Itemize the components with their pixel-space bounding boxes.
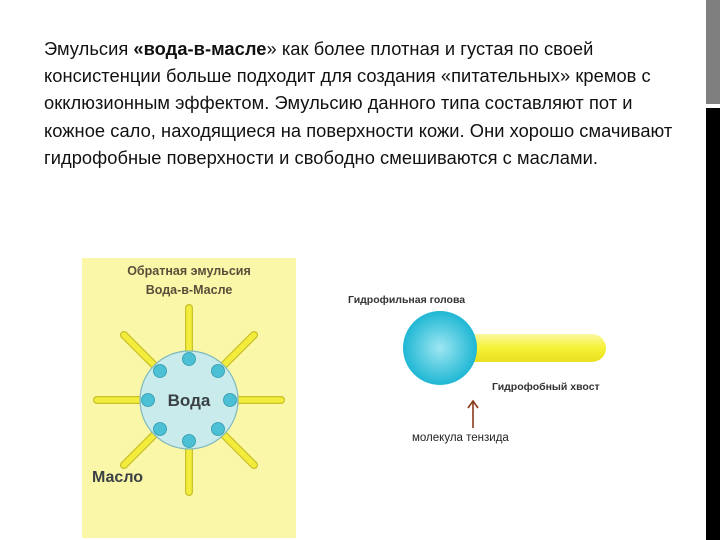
surfactant-head <box>211 365 224 378</box>
surfactant-head <box>142 394 155 407</box>
surfactant-molecule-diagram <box>346 286 626 402</box>
paragraph-intro: Эмульсия <box>44 38 134 59</box>
reverse-emulsion-diagram <box>82 258 296 538</box>
paragraph-rest: » как более плотная и густая по своей консистенции больше подходит для создания «питательных» кремов с окклюзионным эффектом. Эмульсию данного типа составляют пот и кожное сало, находящиеся на поверхности кожи. Они хорошо смачивают гидрофобные поверхности и свободно смешиваются с маслами. <box>44 38 673 168</box>
oil-label: Масло <box>92 469 144 486</box>
head-label: Гидрофильная голова <box>348 294 466 306</box>
paragraph-term: «вода-в-масле <box>133 38 267 59</box>
body-paragraph <box>44 35 684 171</box>
surfactant-head <box>154 422 167 435</box>
emulsion-title-line1: Обратная эмульсия <box>127 264 251 278</box>
water-label: Вода <box>167 391 211 410</box>
right-edge-gap <box>706 104 720 108</box>
tail-label: Гидрофобный хвост <box>492 381 600 393</box>
surfactant-head <box>154 365 167 378</box>
arrow-up-icon <box>466 398 480 428</box>
surfactant-head <box>224 394 237 407</box>
hydrophilic-head <box>403 311 477 385</box>
surfactant-head <box>183 353 196 366</box>
surfactant-head <box>211 422 224 435</box>
right-edge-tab <box>706 0 720 104</box>
emulsion-title-line2: Вода-в-Масле <box>145 283 233 297</box>
surfactant-head <box>183 435 196 448</box>
surfactant-caption: молекула тензида <box>412 432 509 444</box>
